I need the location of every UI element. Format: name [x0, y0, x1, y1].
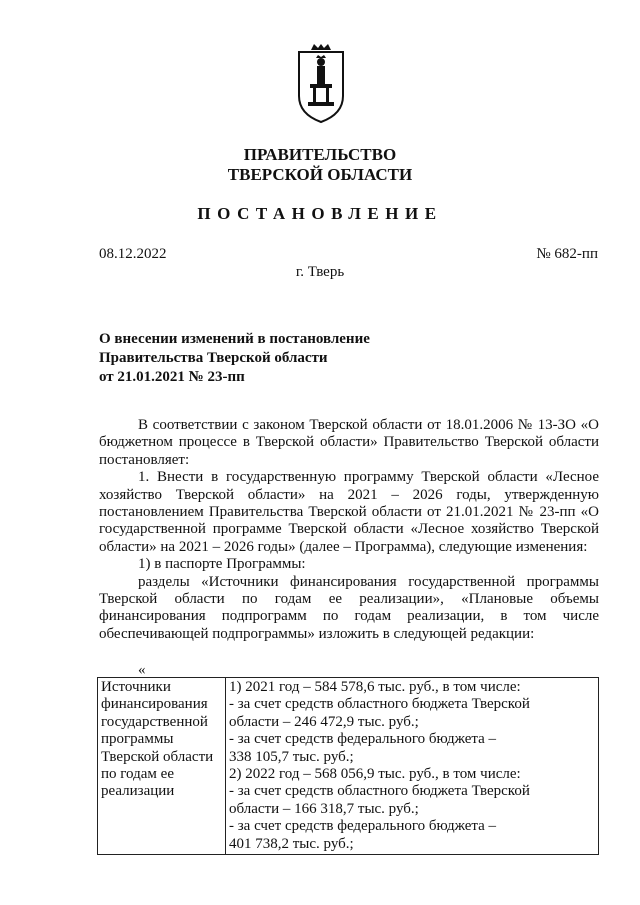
value-line: - за счет средств областного бюджета Тверской [229, 696, 530, 713]
paragraph-passport: 1) в паспорте Программы: [138, 556, 306, 573]
value-line: - за счет средств федерального бюджета – [229, 731, 497, 748]
organization-name [0, 145, 640, 185]
paragraph-item-1: 1. Внести в государственную программу Тверской области «Лесное хозяйство Тверской области» на 2021 – 2026 годы, утвержденную постановлением Правительства Тверской области от 21.01.2021 № 23-пп «О государственной программе Тверской области «Лесное хозяйство Тверской области» на 2021 – 2026 годы» (далее – Программа), следующие изменения: [99, 469, 599, 555]
document-city: г. Тверь [295, 264, 345, 280]
paragraph-preamble: В соответствии с законом Тверской области от 18.01.2006 № 13-ЗО «О бюджетном процессе в Тверской области» Правительство Тверской области постановляет: [99, 417, 599, 468]
label-line: государственной [101, 713, 208, 730]
paragraph-sections: разделы «Источники финансирования государственной программы Тверской области по годам ее реализации», «Плановые объемы финансирования подпрограмм по годам реализации, в том числе обеспечивающей подпрограммы» изложить в следующей редакции: [99, 573, 599, 642]
label-line: программы [101, 731, 174, 748]
opening-quote: « [138, 662, 146, 678]
label-line: по годам ее [101, 766, 174, 783]
label-line: финансирования [101, 696, 208, 713]
value-line: 2) 2022 год – 568 056,9 тыс. руб., в том числе: [229, 766, 521, 783]
org-line-2: ТВЕРСКОЙ ОБЛАСТИ [227, 165, 413, 184]
financing-table [97, 677, 599, 855]
value-line: области – 246 472,9 тыс. руб.; [229, 713, 419, 730]
document-type: ПОСТАНОВЛЕНИЕ [197, 204, 443, 223]
value-line: - за счет средств областного бюджета Тверской [229, 783, 530, 800]
tver-coat-of-arms-emblem [296, 44, 346, 124]
title-line-1: О внесении изменений в постановление [99, 331, 370, 347]
table-cell-label [98, 678, 226, 855]
value-line: - за счет средств федерального бюджета – [229, 818, 497, 835]
document-date: 08.12.2022 [99, 246, 167, 262]
label-line: Источники [101, 679, 171, 695]
document-number: № 682-пп [536, 246, 598, 262]
title-line-2: Правительства Тверской области [99, 350, 328, 366]
value-line: области – 166 318,7 тыс. руб.; [229, 800, 419, 817]
value-line: 401 738,2 тыс. руб.; [229, 835, 354, 852]
table-cell-values [226, 678, 599, 855]
value-line: 1) 2021 год – 584 578,6 тыс. руб., в том числе: [229, 679, 521, 695]
table-row [98, 678, 599, 855]
document-body [99, 417, 599, 643]
label-line: реализации [101, 783, 175, 800]
org-line-1: ПРАВИТЕЛЬСТВО [243, 145, 397, 164]
label-line: Тверской области [101, 748, 214, 765]
title-line-3: от 21.01.2021 № 23-пп [99, 369, 245, 385]
value-line: 338 105,7 тыс. руб.; [229, 748, 354, 765]
document-title [99, 330, 370, 387]
